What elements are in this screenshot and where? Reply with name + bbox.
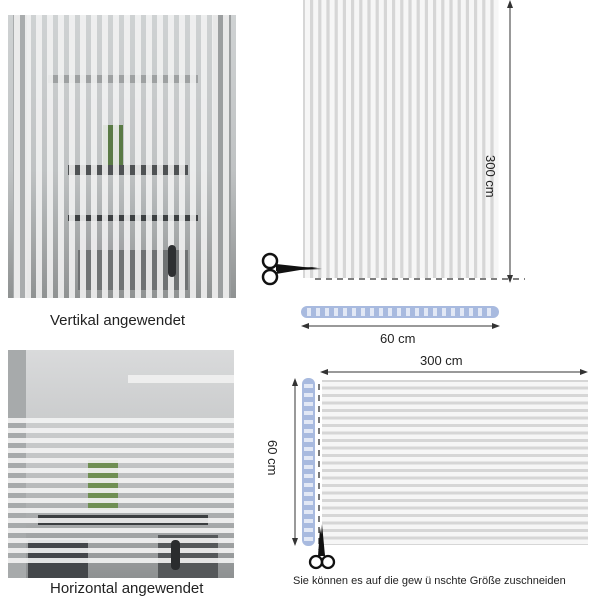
roll-texture <box>424 308 428 316</box>
roll-texture <box>304 420 313 424</box>
film-stripe <box>8 488 234 493</box>
roll-texture <box>487 308 491 316</box>
roll-texture <box>304 492 313 496</box>
vertical-caption: Vertikal angewendet <box>50 312 186 329</box>
vertical-height-label: 300 cm <box>483 155 498 198</box>
film-stripe <box>379 0 384 278</box>
roll-texture <box>304 510 313 514</box>
vertical-photo <box>8 15 236 298</box>
roll-texture <box>325 308 329 316</box>
film-stripe <box>8 558 234 563</box>
roll-texture <box>397 308 401 316</box>
vertical-film-diagram <box>255 0 600 345</box>
roll-texture <box>304 393 313 397</box>
roll-texture <box>304 429 313 433</box>
roll-texture <box>415 308 419 316</box>
film-stripe <box>322 397 588 402</box>
film-stripe <box>201 15 207 298</box>
film-stripe <box>477 0 482 278</box>
film-stripe <box>322 532 588 537</box>
film-stripe <box>47 15 53 298</box>
roll-texture <box>304 456 313 460</box>
film-stripe <box>58 15 64 298</box>
film-stripe <box>338 0 343 278</box>
film-stripe <box>80 15 86 298</box>
scissors-icon <box>258 252 326 286</box>
film-stripe <box>322 495 588 500</box>
roll-texture <box>307 308 311 316</box>
film-stripe <box>322 472 588 477</box>
film-stripe <box>412 0 417 278</box>
film-stripe <box>322 465 588 470</box>
film-stripe <box>322 420 588 425</box>
film-stripe <box>135 15 141 298</box>
film-stripe <box>322 405 588 410</box>
roll-texture <box>451 308 455 316</box>
horizontal-caption: Horizontal angewendet <box>50 580 204 597</box>
film-stripe <box>322 435 588 440</box>
film-stripe <box>371 0 376 278</box>
roll-texture <box>304 411 313 415</box>
roll-texture <box>304 483 313 487</box>
film-stripe <box>322 450 588 455</box>
roll-texture <box>316 308 320 316</box>
film-stripe <box>8 538 234 543</box>
film-stripe <box>69 15 75 298</box>
film-stripe <box>346 0 351 278</box>
film-stripe <box>461 0 466 278</box>
roll-texture <box>304 438 313 442</box>
film-stripe <box>102 15 108 298</box>
roll-texture <box>304 384 313 388</box>
roll-texture <box>370 308 374 316</box>
film-stripe <box>179 15 185 298</box>
roll-texture <box>304 447 313 451</box>
film-stripe <box>305 0 310 278</box>
film-stripe <box>322 427 588 432</box>
roll-texture <box>304 501 313 505</box>
roll-texture <box>433 308 437 316</box>
film-stripe <box>8 458 234 463</box>
film-stripe <box>494 0 499 278</box>
film-stripe <box>8 418 234 423</box>
scissors-icon <box>308 522 336 572</box>
film-stripe <box>212 15 218 298</box>
film-stripe <box>322 442 588 447</box>
film-stripe <box>8 518 234 523</box>
roll-texture <box>469 308 473 316</box>
film-stripe <box>8 528 234 533</box>
film-stripe <box>420 0 425 278</box>
film-stripe <box>436 0 441 278</box>
film-stripe <box>8 548 234 553</box>
film-stripe <box>322 540 588 545</box>
film-stripe <box>8 468 234 473</box>
roll-texture <box>478 308 482 316</box>
film-stripe <box>403 0 408 278</box>
film-stripe <box>322 480 588 485</box>
film-stripe <box>91 15 97 298</box>
film-stripe <box>322 487 588 492</box>
film-stripe <box>354 0 359 278</box>
film-stripe <box>322 517 588 522</box>
horizontal-photo <box>8 350 234 578</box>
horizontal-note: Sie können es auf die gew ü nschte Größe zuschneiden <box>293 575 566 587</box>
film-stripe <box>469 0 474 278</box>
film-stripe <box>395 0 400 278</box>
roll-texture <box>334 308 338 316</box>
film-stripe <box>313 0 318 278</box>
horizontal-length-label: 300 cm <box>420 353 463 368</box>
film-stripe <box>322 510 588 515</box>
horizontal-width-label: 60 cm <box>265 440 280 476</box>
roll-texture <box>442 308 446 316</box>
roll-texture <box>352 308 356 316</box>
roll-texture <box>304 402 313 406</box>
film-stripe <box>8 438 234 443</box>
vertical-width-label: 60 cm <box>380 331 416 346</box>
film-stripe <box>330 0 335 278</box>
film-stripe <box>322 502 588 507</box>
roll-texture <box>388 308 392 316</box>
film-stripe <box>362 0 367 278</box>
roll-texture <box>406 308 410 316</box>
film-stripe <box>444 0 449 278</box>
film-stripe <box>8 478 234 483</box>
roll-texture <box>343 308 347 316</box>
film-stripe <box>8 448 234 453</box>
film-stripe <box>8 508 234 513</box>
film-stripe <box>146 15 152 298</box>
film-stripe <box>387 0 392 278</box>
film-stripe <box>14 15 20 298</box>
film-stripe <box>322 525 588 530</box>
film-stripe <box>453 0 458 278</box>
film-stripe <box>113 15 119 298</box>
film-stripe <box>322 390 588 395</box>
film-stripe <box>223 15 229 298</box>
film-stripe <box>322 412 588 417</box>
film-stripe <box>8 498 234 503</box>
film-stripe <box>322 382 588 387</box>
film-stripe <box>485 0 490 278</box>
film-stripe <box>25 15 31 298</box>
film-stripe <box>157 15 163 298</box>
film-stripe <box>124 15 130 298</box>
film-stripe <box>321 0 326 278</box>
film-stripe <box>8 428 234 433</box>
roll-texture <box>304 474 313 478</box>
film-stripe <box>36 15 42 298</box>
film-stripe <box>428 0 433 278</box>
film-stripe <box>322 457 588 462</box>
roll-texture <box>379 308 383 316</box>
roll-texture <box>361 308 365 316</box>
roll-texture <box>304 465 313 469</box>
roll-texture <box>460 308 464 316</box>
film-stripe <box>190 15 196 298</box>
